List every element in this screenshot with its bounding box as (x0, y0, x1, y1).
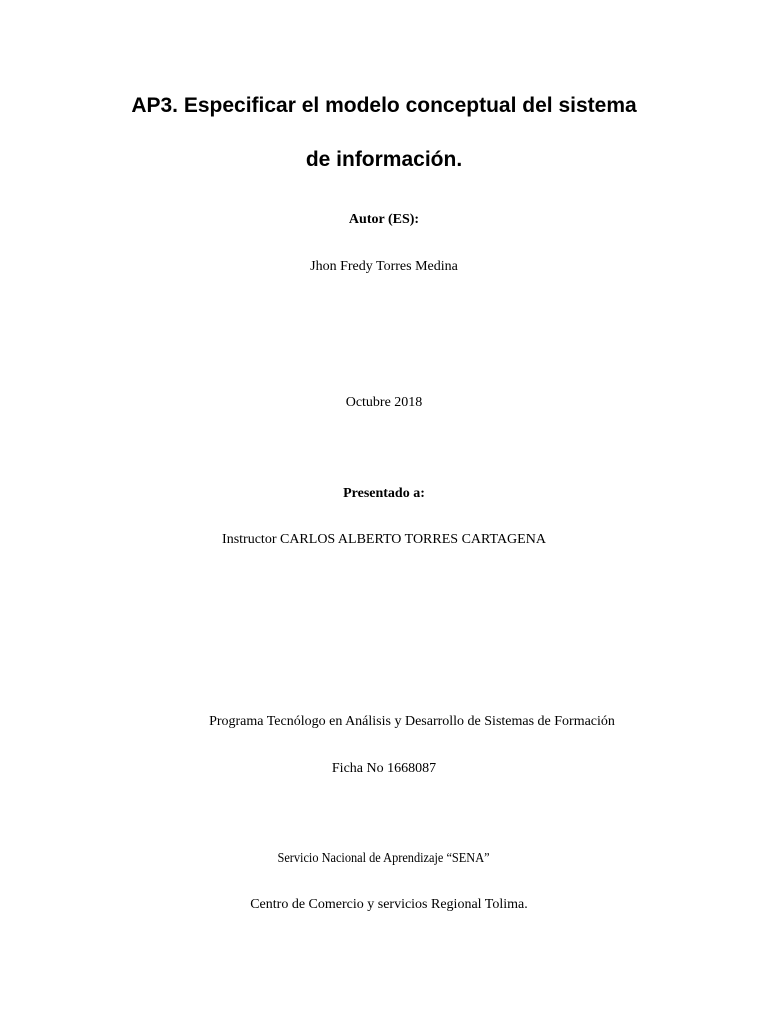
document-title-line-1: AP3. Especificar el modelo conceptual del sistema (131, 94, 637, 117)
document-title-line-2: de información. (305, 148, 463, 171)
author-heading: Autor (ES): (348, 212, 420, 227)
author-name: Jhon Fredy Torres Medina (310, 259, 458, 274)
instructor-name: Instructor CARLOS ALBERTO TORRES CARTAGENA (222, 532, 546, 547)
institution-name-text: Servicio Nacional de Aprendizaje “SENA” (277, 851, 491, 866)
institution-name (0, 850, 768, 868)
document-date: Octubre 2018 (345, 395, 423, 410)
presented-heading: Presentado a: (343, 486, 425, 501)
program-name: Programa Tecnólogo en Análisis y Desarrollo de Sistemas de Formación (209, 714, 615, 729)
ficha-number: Ficha No 1668087 (331, 761, 437, 776)
center-name: Centro de Comercio y servicios Regional Tolima. (250, 897, 528, 912)
